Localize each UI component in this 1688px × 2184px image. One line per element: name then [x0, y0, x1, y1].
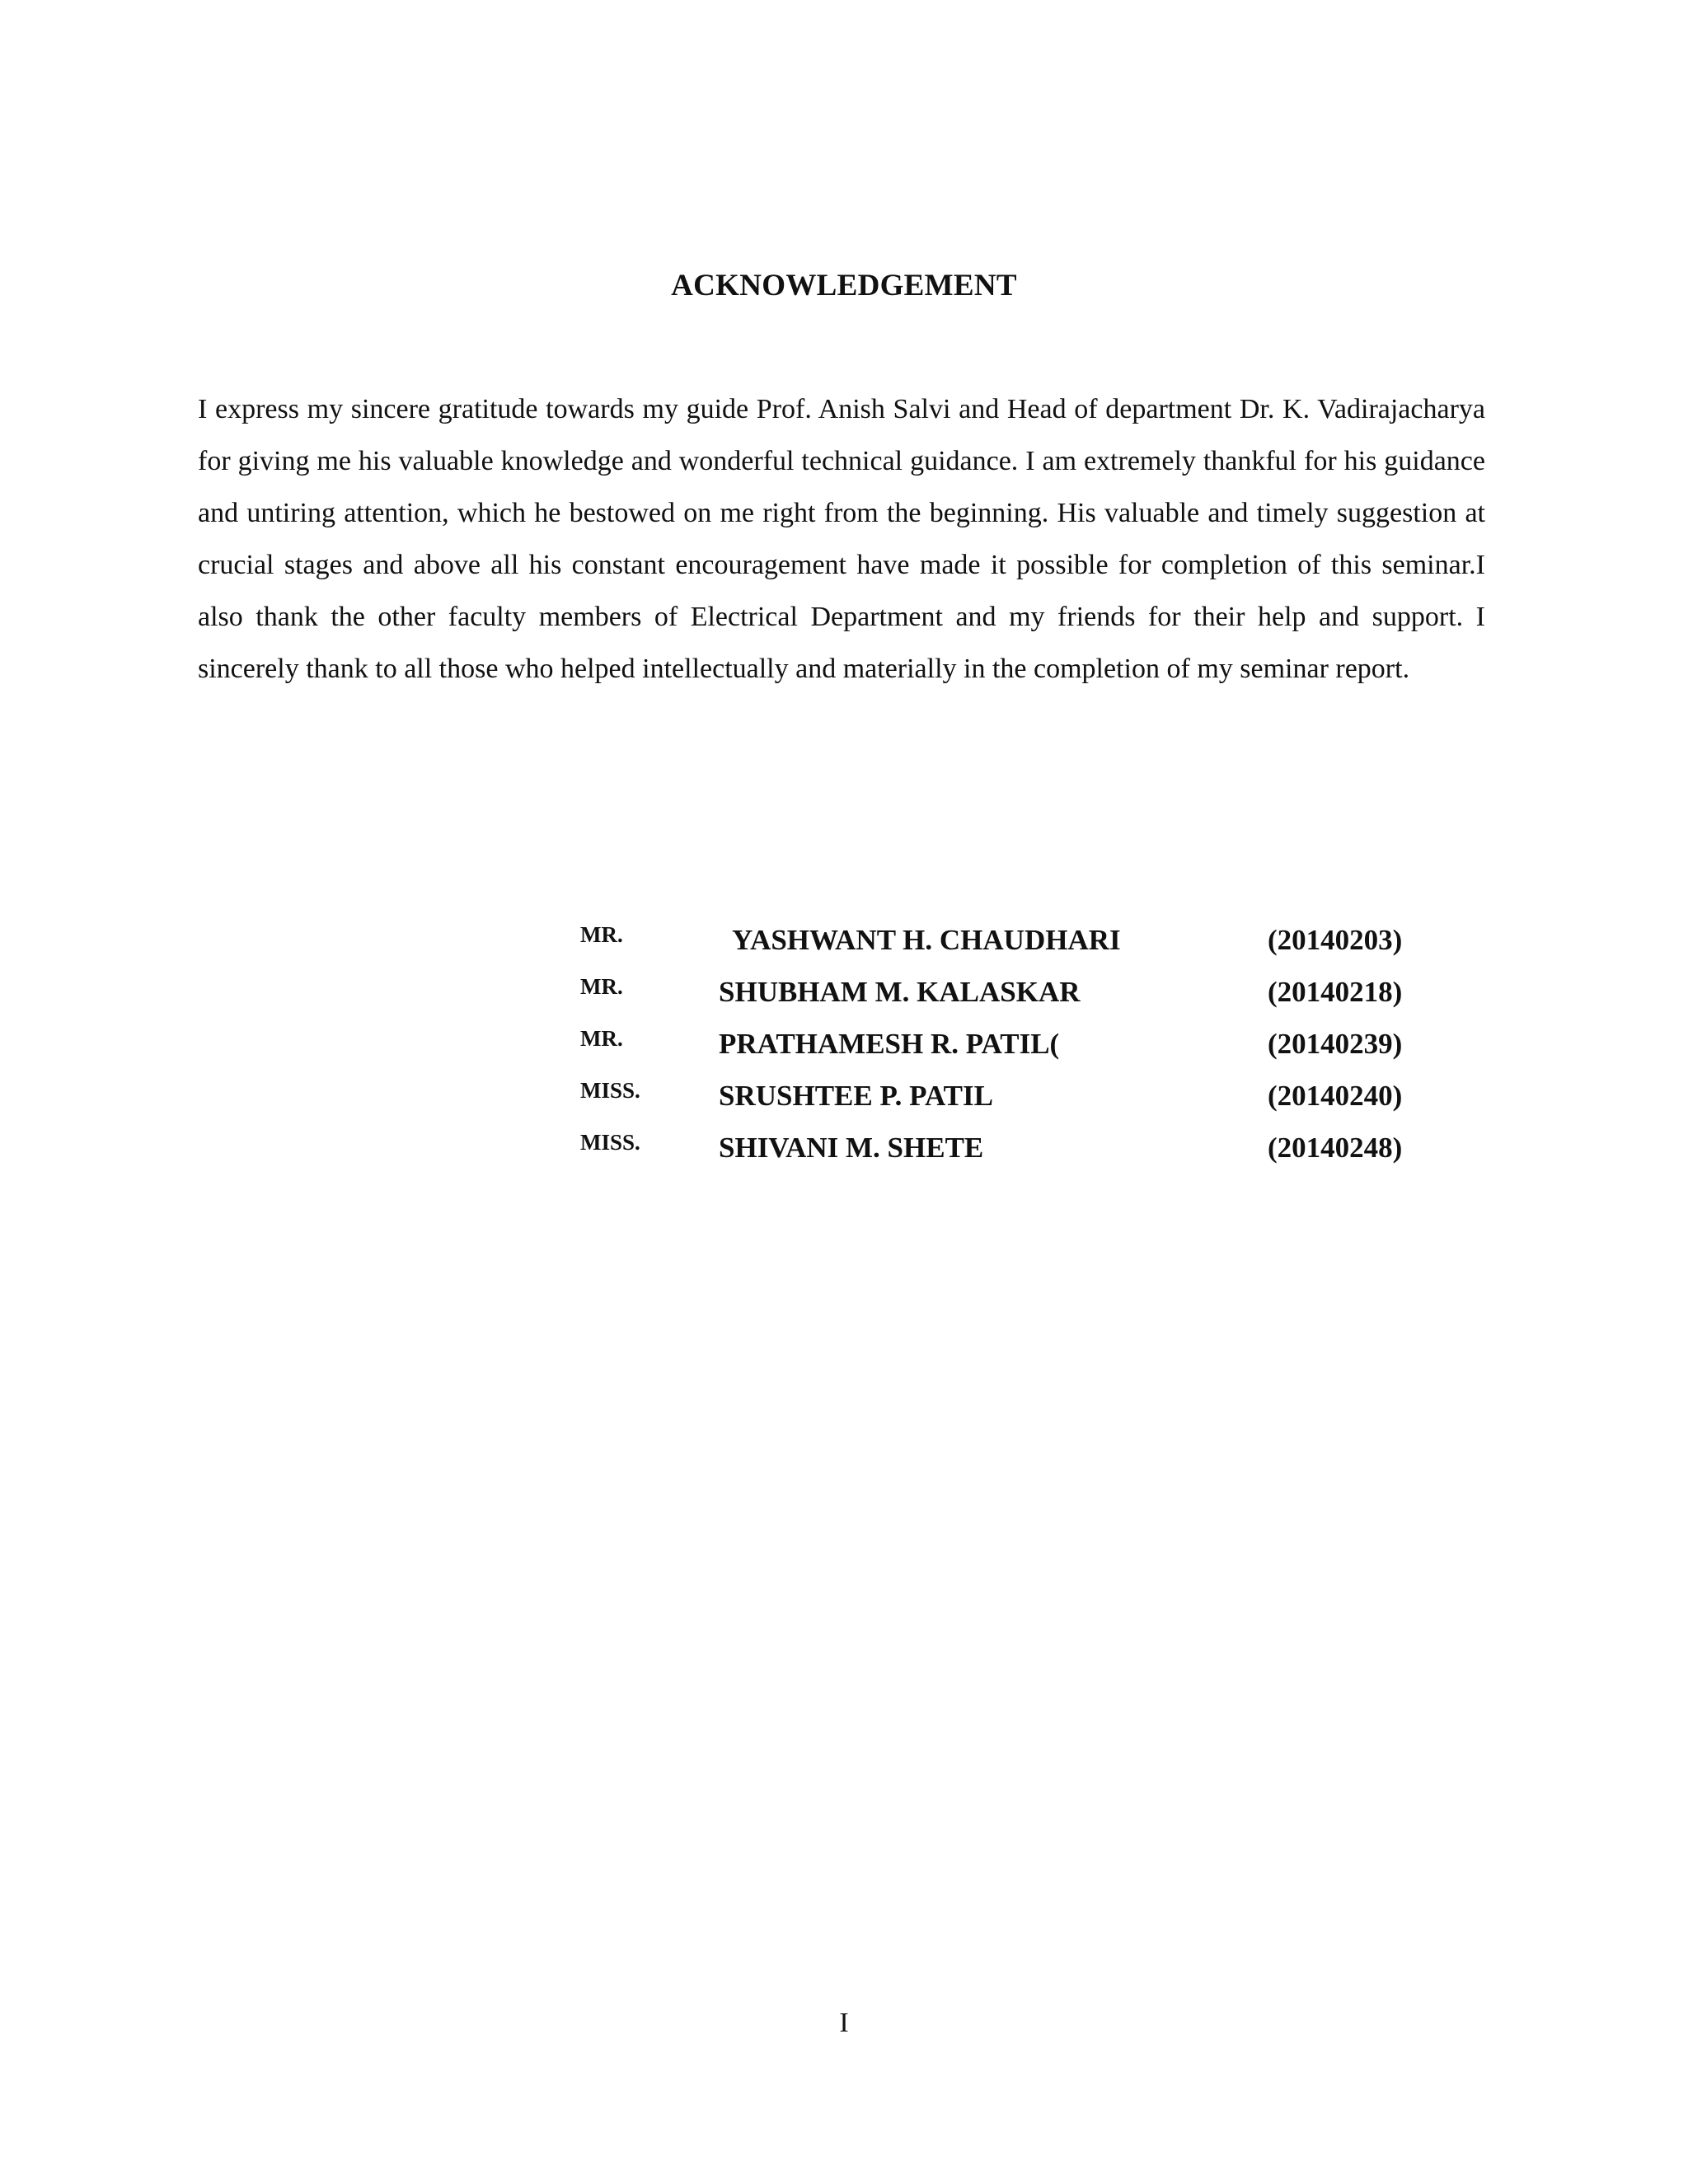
- student-name: PRATHAMESH R. PATIL(: [719, 1028, 1060, 1060]
- student-roll-number: (20140248): [1268, 1132, 1403, 1164]
- student-title: MR.: [580, 974, 623, 999]
- student-name: YASHWANT H. CHAUDHARI: [732, 924, 1121, 956]
- page-title: ACKNOWLEDGEMENT: [671, 269, 1017, 302]
- student-name: SRUSHTEE P. PATIL: [719, 1080, 993, 1112]
- student-row: [580, 1023, 1487, 1075]
- student-name: SHIVANI M. SHETE: [719, 1132, 984, 1164]
- page-number: I: [839, 2008, 849, 2038]
- student-list: [580, 919, 1487, 1179]
- student-row: [580, 919, 1487, 971]
- student-title: MR.: [580, 1026, 623, 1051]
- student-title: MISS.: [580, 1130, 640, 1155]
- student-title: MR.: [580, 922, 623, 947]
- acknowledgement-paragraph: I express my sincere gratitude towards my guide Prof. Anish Salvi and Head of department Dr. K. Vadirajacharya for giving me his valuable knowledge and wonderful technical guidance. I am extremely thankful for his guidance and untiring attention, which he bestowed on me right from the beginning. His valuable and timely suggestion at crucial stages and above all his constant encouragement have made it possible for completion of this seminar.I also thank the other faculty members of Electrical Department and my friends for their help and support. I sincerely thank to all those who helped intellectually and materially in the completion of my seminar report.: [198, 394, 1485, 684]
- student-roll-number: (20140239): [1268, 1028, 1403, 1060]
- student-roll-number: (20140203): [1268, 924, 1403, 956]
- student-row: [580, 971, 1487, 1023]
- student-title: MISS.: [580, 1078, 640, 1103]
- student-roll-number: (20140240): [1268, 1080, 1403, 1112]
- student-row: [580, 1127, 1487, 1179]
- student-row: [580, 1075, 1487, 1127]
- student-roll-number: (20140218): [1268, 976, 1403, 1008]
- student-name: SHUBHAM M. KALASKAR: [719, 976, 1081, 1008]
